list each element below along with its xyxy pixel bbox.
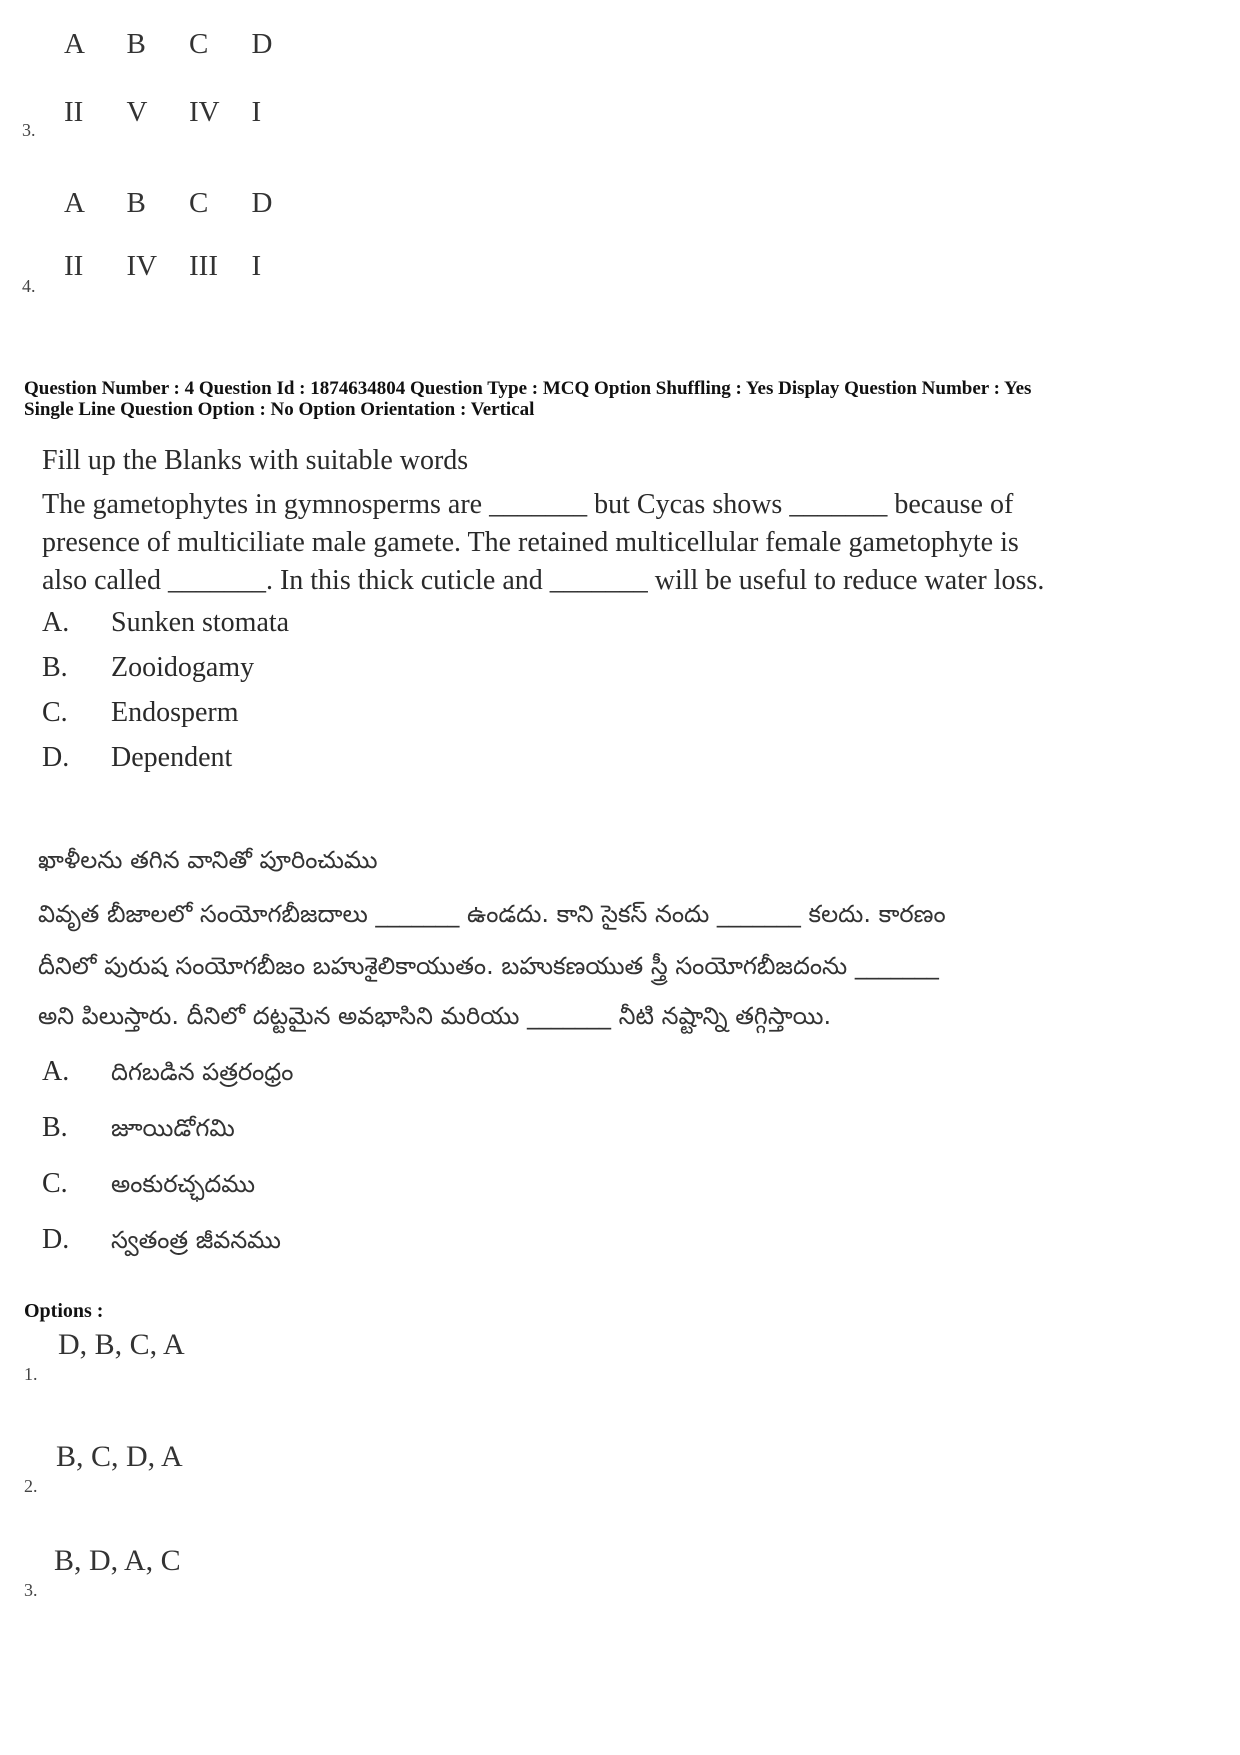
answer-option-2-number: 2. xyxy=(24,1476,38,1496)
value-cell: III xyxy=(189,250,218,282)
prev-option-4-values xyxy=(64,250,314,283)
letter-cell: D xyxy=(251,28,273,60)
telugu-item-letter-b: B. xyxy=(42,1112,68,1143)
question-meta-line2: Single Line Question Option : No Option Orientation : Vertical xyxy=(24,399,535,420)
question-heading: Fill up the Blanks with suitable words xyxy=(42,445,469,476)
answer-option-1[interactable]: D, B, C, A xyxy=(58,1328,185,1361)
telugu-item-letter-d: D. xyxy=(42,1224,70,1255)
options-label: Options : xyxy=(24,1300,104,1322)
letter-cell: B xyxy=(126,28,146,60)
letter-cell: D xyxy=(251,187,273,219)
answer-option-1-number: 1. xyxy=(24,1364,38,1384)
answer-option-3[interactable]: B, D, A, C xyxy=(54,1544,181,1577)
item-letter-b: B. xyxy=(42,652,68,683)
prev-option-4-letters xyxy=(64,187,314,220)
telugu-text-line1: వివృత బీజాలలో సంయోగబీజదాలు _______ ఉండదు. కాని సైకస్ నందు _______ కలదు. కారణం xyxy=(38,900,946,928)
telugu-heading: ఖాళీలను తగిన వానితో పూరించుము xyxy=(38,846,378,874)
telugu-item-text-b: జూయిడోగమి xyxy=(111,1114,235,1142)
question-text-line1: The gametophytes in gymnosperms are _______ but Cycas shows _______ because of xyxy=(42,489,1014,520)
value-cell: I xyxy=(251,250,262,282)
value-cell: II xyxy=(64,96,84,128)
value-cell: IV xyxy=(189,96,220,128)
telugu-text-line2: దీనిలో పురుష సంయోగబీజం బహుశైలికాయుతం. బహుకణయుత స్త్రీ సంయోగబీజదంను _______ xyxy=(38,952,939,980)
telugu-item-text-c: అంకురచ్ఛదము xyxy=(111,1170,255,1198)
telugu-text-line3: అని పిలుస్తారు. దీనిలో దట్టమైన అవభాసిని మరియు _______ నీటి నష్టాన్ని తగ్గిస్తాయి. xyxy=(38,1002,832,1030)
telugu-item-letter-a: A. xyxy=(42,1056,70,1087)
value-cell: V xyxy=(126,96,148,128)
answer-option-3-number: 3. xyxy=(24,1580,38,1600)
answer-option-2[interactable]: B, C, D, A xyxy=(56,1440,183,1473)
value-cell: IV xyxy=(126,250,158,282)
question-meta-line1: Question Number : 4 Question Id : 1874634804 Question Type : MCQ Option Shuffling : Yes Display Question Number : Yes xyxy=(24,378,1032,399)
question-text-line3: also called _______. In this thick cuticle and _______ will be useful to reduce water loss. xyxy=(42,565,1045,596)
item-text-b: Zooidogamy xyxy=(111,652,255,683)
telugu-item-text-a: దిగబడిన పత్రరంధ్రం xyxy=(111,1058,294,1086)
item-text-a: Sunken stomata xyxy=(111,607,290,638)
value-cell: II xyxy=(64,250,84,282)
letter-cell: A xyxy=(64,28,85,60)
value-cell: I xyxy=(251,96,262,128)
item-letter-c: C. xyxy=(42,697,68,728)
telugu-item-text-d: స్వతంత్ర జీవనము xyxy=(111,1226,281,1254)
prev-option-4-number: 4. xyxy=(22,276,36,296)
prev-option-3-number: 3. xyxy=(22,120,36,140)
item-text-d: Dependent xyxy=(111,742,233,773)
letter-cell: C xyxy=(189,28,209,60)
item-text-c: Endosperm xyxy=(111,697,239,728)
prev-option-3-values xyxy=(64,96,314,129)
letter-cell: A xyxy=(64,187,85,219)
letter-cell: B xyxy=(126,187,146,219)
letter-cell: C xyxy=(189,187,209,219)
question-text-line2: presence of multiciliate male gamete. The retained multicellular female gametophyte is xyxy=(42,527,1019,558)
item-letter-d: D. xyxy=(42,742,70,773)
prev-option-3-letters xyxy=(64,28,314,61)
telugu-item-letter-c: C. xyxy=(42,1168,68,1199)
item-letter-a: A. xyxy=(42,607,70,638)
